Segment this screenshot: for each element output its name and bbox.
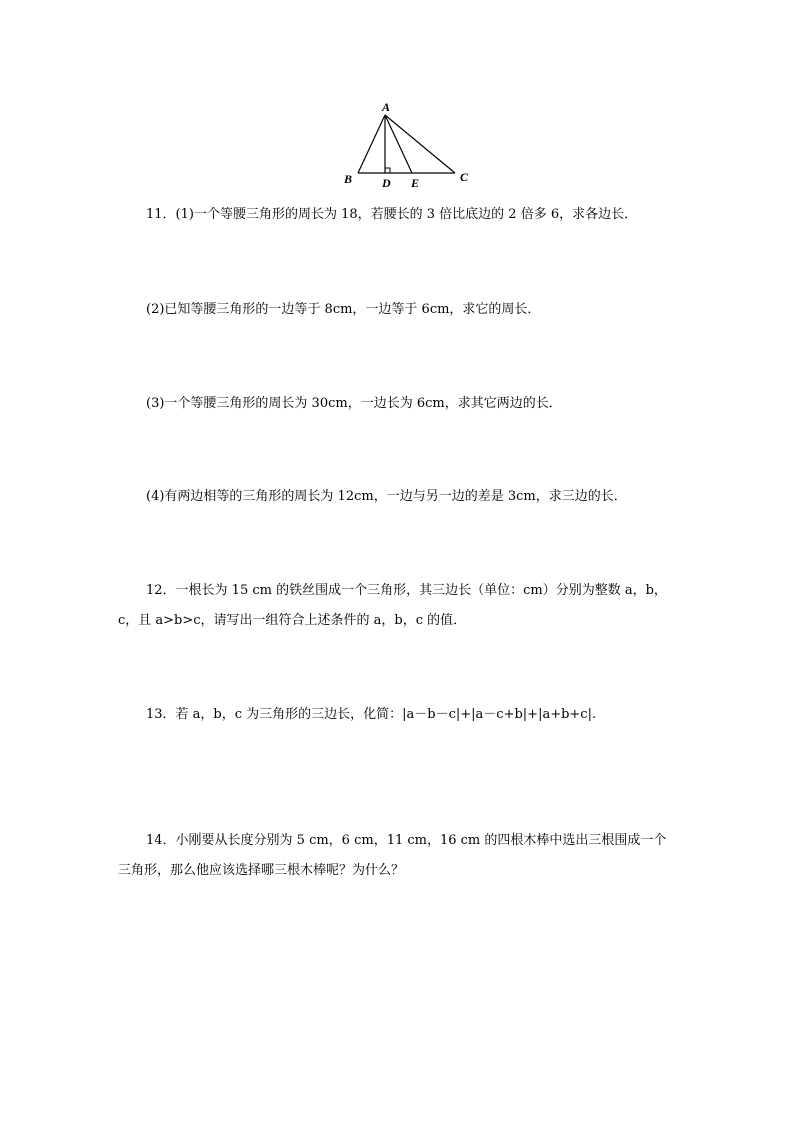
question-11-part-4: (4)有两边相等的三角形的周长为 12cm，一边与另一边的差是 3cm，求三边的长． bbox=[146, 489, 627, 504]
question-12-line-2: c，且 a>b>c，请写出一组符合上述条件的 a，b，c 的值． bbox=[118, 613, 467, 628]
triangle-figure bbox=[338, 98, 478, 190]
label-e: E bbox=[411, 176, 420, 190]
side-ab bbox=[358, 115, 385, 173]
question-11-part-2: (2)已知等腰三角形的一边等于 8cm，一边等于 6cm，求它的周长． bbox=[146, 302, 541, 317]
segment-ae bbox=[385, 115, 412, 173]
question-13: 13．若 a，b，c 为三角形的三边长，化简：|a－b－c|+|a－c+b|+|a+b+c|. bbox=[146, 707, 597, 722]
question-11-part-3: (3)一个等腰三角形的周长为 30cm，一边长为 6cm，求其它两边的长． bbox=[146, 396, 562, 411]
triangle-diagram bbox=[338, 98, 478, 190]
right-angle-mark bbox=[385, 168, 390, 173]
label-a: A bbox=[382, 100, 391, 114]
question-14-line-1: 14．小刚要从长度分别为 5 cm，6 cm，11 cm，16 cm 的四根木棒中选出三根围成一个 bbox=[146, 833, 667, 848]
label-b: B bbox=[344, 172, 353, 186]
question-12-line-1: 12．一根长为 15 cm 的铁丝围成一个三角形，其三边长（单位：cm）分别为整数 a，b， bbox=[146, 583, 667, 598]
question-11-part-1: 11．(1)一个等腰三角形的周长为 18，若腰长的 3 倍比底边的 2 倍多 6，求各边长． bbox=[146, 207, 638, 222]
question-14-line-2: 三角形，那么他应该选择哪三根木棒呢？为什么？ bbox=[118, 863, 405, 878]
label-d: D bbox=[382, 176, 391, 190]
side-ac bbox=[385, 115, 455, 173]
label-c: C bbox=[460, 170, 469, 184]
